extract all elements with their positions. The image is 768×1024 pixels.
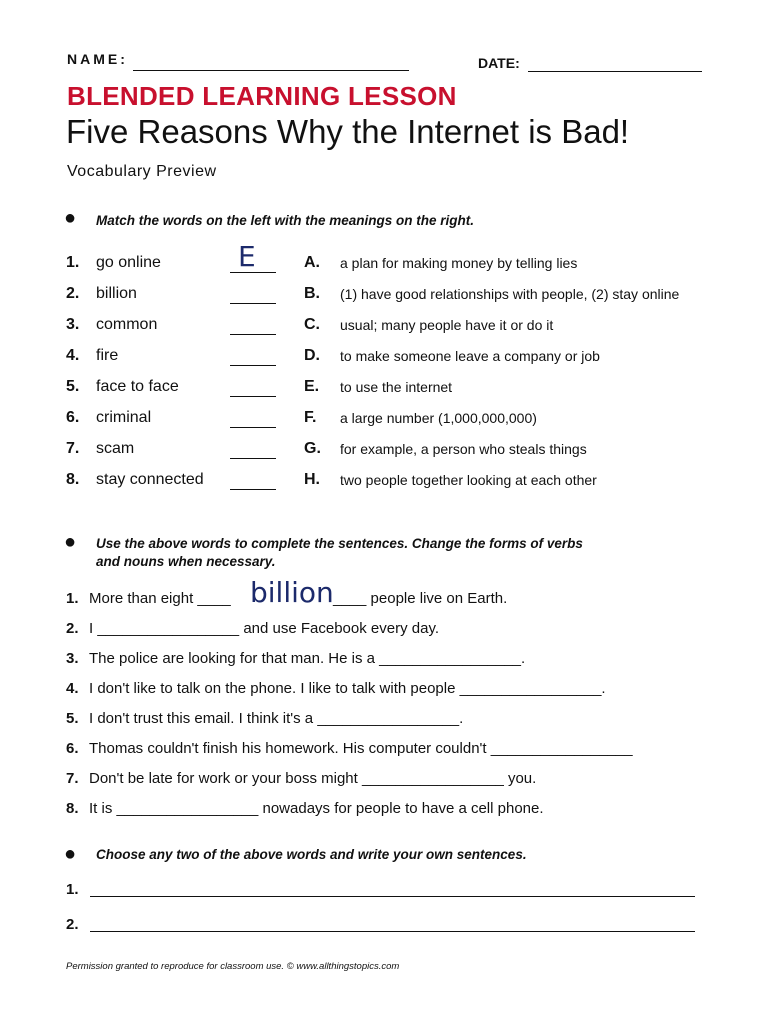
answer-blank[interactable] bbox=[230, 303, 276, 304]
own-line-number: 2. bbox=[66, 916, 79, 933]
date-line[interactable] bbox=[528, 71, 702, 72]
own-sentence-line[interactable] bbox=[90, 931, 695, 932]
sentence-number: 8. bbox=[66, 800, 79, 817]
sentence-row bbox=[66, 786, 726, 816]
sentence-row bbox=[66, 696, 726, 726]
sentence-text[interactable]: It is _________________ nowadays for people to have a cell phone. bbox=[89, 800, 544, 817]
answer-blank[interactable] bbox=[230, 396, 276, 397]
name-label: NAME: bbox=[67, 51, 128, 67]
vocab-word: scam bbox=[96, 440, 135, 457]
sentence-row bbox=[66, 636, 726, 666]
sentence-text[interactable]: Don't be late for work or your boss might _________________ you. bbox=[89, 770, 537, 787]
vocab-word: common bbox=[96, 316, 158, 333]
sentence-text[interactable]: I don't trust this email. I think it's a _________________. bbox=[89, 710, 464, 727]
sentence-text[interactable]: Thomas couldn't finish his homework. His computer couldn't _________________ bbox=[89, 740, 633, 757]
word-number: 1. bbox=[66, 254, 80, 271]
answer-blank[interactable] bbox=[230, 489, 276, 490]
sentence-row bbox=[66, 726, 726, 756]
answer-blank[interactable] bbox=[230, 365, 276, 366]
meaning-text: a plan for making money by telling lies bbox=[340, 255, 578, 271]
sentence-row bbox=[66, 756, 726, 786]
sentence-row bbox=[66, 576, 726, 609]
footer-permission: Permission granted to reproduce for classroom use. © www.allthingstopics.com bbox=[66, 961, 400, 972]
match-table bbox=[66, 240, 726, 500]
vocab-word: stay connected bbox=[96, 471, 204, 488]
meaning-text: to use the internet bbox=[340, 379, 453, 395]
match-instruction: Match the words on the left with the meanings on the right. bbox=[96, 213, 475, 228]
meaning-letter: C. bbox=[304, 316, 320, 333]
meaning-text: to make someone leave a company or job bbox=[340, 348, 600, 364]
word-number: 6. bbox=[66, 409, 80, 426]
match-row bbox=[66, 376, 726, 407]
sentence-row bbox=[66, 666, 726, 696]
meaning-letter: G. bbox=[304, 440, 321, 457]
sentence-number: 2. bbox=[66, 620, 79, 637]
sentence-row bbox=[66, 606, 726, 636]
vocab-word: go online bbox=[96, 254, 161, 271]
sentence-text[interactable]: I _________________ and use Facebook every day. bbox=[89, 620, 439, 637]
meaning-letter: A. bbox=[304, 254, 320, 271]
sentence-number: 7. bbox=[66, 770, 79, 787]
sentence-text[interactable]: The police are looking for that man. He is a _________________. bbox=[89, 650, 526, 667]
bullet-icon: ● bbox=[64, 207, 77, 229]
answer-blank[interactable] bbox=[230, 427, 276, 428]
own-sentence-line[interactable] bbox=[90, 896, 695, 897]
match-row bbox=[66, 469, 726, 500]
match-row bbox=[66, 240, 726, 283]
meaning-letter: H. bbox=[304, 471, 320, 488]
sentence-text-before: More than eight ____ bbox=[89, 590, 231, 607]
match-row bbox=[66, 345, 726, 376]
match-row bbox=[66, 283, 726, 314]
word-number: 5. bbox=[66, 378, 80, 395]
sentence-number: 4. bbox=[66, 680, 79, 697]
complete-instruction-line2: and nouns when necessary. bbox=[96, 554, 276, 569]
meaning-letter: F. bbox=[304, 409, 317, 426]
sentence-list bbox=[66, 576, 726, 816]
word-number: 4. bbox=[66, 347, 80, 364]
word-number: 7. bbox=[66, 440, 80, 457]
meaning-text: for example, a person who steals things bbox=[340, 441, 587, 457]
match-row bbox=[66, 314, 726, 345]
sentence-number: 1. bbox=[66, 590, 79, 607]
answer-blank[interactable] bbox=[230, 334, 276, 335]
answer-blank[interactable] bbox=[230, 458, 276, 459]
vocab-word: billion bbox=[96, 285, 137, 302]
meaning-text: two people together looking at each other bbox=[340, 472, 597, 488]
meaning-text: a large number (1,000,000,000) bbox=[340, 410, 537, 426]
complete-instruction-line1: Use the above words to complete the sentences. Change the forms of verbs bbox=[96, 536, 583, 551]
lesson-subtitle: BLENDED LEARNING LESSON bbox=[67, 81, 457, 111]
section-heading: Vocabulary Preview bbox=[67, 163, 217, 180]
vocab-word: face to face bbox=[96, 378, 179, 395]
vocab-word: fire bbox=[96, 347, 119, 364]
sentence-number: 3. bbox=[66, 650, 79, 667]
own-line-number: 1. bbox=[66, 881, 79, 898]
meaning-letter: B. bbox=[304, 285, 320, 302]
page-title: Five Reasons Why the Internet is Bad! bbox=[66, 113, 630, 150]
vocab-word: criminal bbox=[96, 409, 152, 426]
match-row bbox=[66, 438, 726, 469]
handwritten-answer[interactable]: E bbox=[238, 240, 256, 273]
word-number: 2. bbox=[66, 285, 80, 302]
meaning-text: usual; many people have it or do it bbox=[340, 317, 554, 333]
sentence-number: 6. bbox=[66, 740, 79, 757]
meaning-letter: E. bbox=[304, 378, 320, 395]
date-label: DATE: bbox=[478, 55, 520, 71]
bullet-icon: ● bbox=[64, 843, 77, 865]
match-row bbox=[66, 407, 726, 438]
sentence-text[interactable]: I don't like to talk on the phone. I like to talk with people _________________. bbox=[89, 680, 606, 697]
meaning-letter: D. bbox=[304, 347, 320, 364]
sentence-text-after: ____ people live on Earth. bbox=[333, 590, 508, 607]
name-line[interactable] bbox=[133, 70, 409, 71]
bullet-icon: ● bbox=[64, 531, 77, 553]
handwritten-answer[interactable]: billion bbox=[250, 576, 334, 609]
meaning-text: (1) have good relationships with people, (2) stay online bbox=[340, 286, 680, 302]
sentence-number: 5. bbox=[66, 710, 79, 727]
word-number: 3. bbox=[66, 316, 80, 333]
word-number: 8. bbox=[66, 471, 80, 488]
own-instruction: Choose any two of the above words and write your own sentences. bbox=[96, 847, 527, 862]
